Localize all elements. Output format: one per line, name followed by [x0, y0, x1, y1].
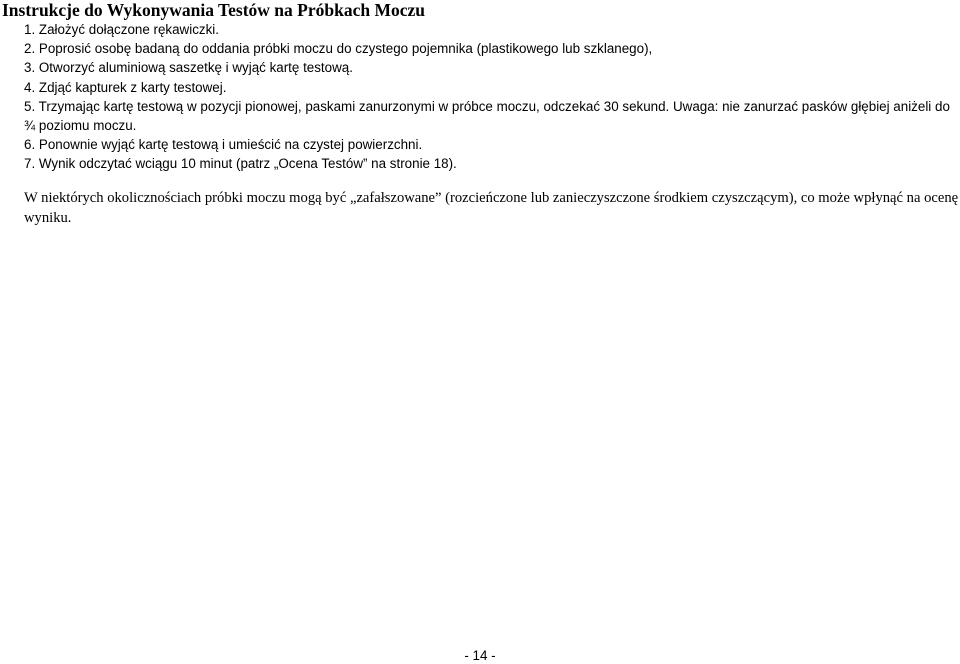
instruction-step-2: 2. Poprosić osobę badaną do oddania próbki moczu do czystego pojemnika (plastikowego lub szklanego), — [24, 41, 653, 57]
adulteration-note: W niektórych okolicznościach próbki moczu mogą być „zafałszowane” (rozcieńczone lub zanieczyszczone środkiem czyszczącym), co może wpłynąć na ocenę wyniku. — [24, 190, 959, 226]
instruction-step-7: 7. Wynik odczytać wciągu 10 minut (patrz „Ocena Testów” na stronie 18). — [24, 156, 457, 172]
document-title: Instrukcje do Wykonywania Testów na Próbkach Moczu — [2, 0, 425, 20]
instruction-step-1: 1. Założyć dołączone rękawiczki. — [24, 22, 219, 37]
page-number: - 14 - — [464, 648, 496, 663]
instruction-step-4: 4. Zdjąć kapturek z karty testowej. — [24, 79, 227, 95]
instruction-step-6: 6. Ponownie wyjąć kartę testową i umieścić na czystej powierzchni. — [24, 137, 423, 153]
instruction-step-5: 5. Trzymając kartę testową w pozycji pionowej, paskami zanurzonymi w próbce moczu, odczekać 30 sekund. Uwaga: nie zanurzać pasków głębiej aniżeli do ¾ poziomu moczu. — [24, 98, 950, 134]
instruction-steps — [24, 20, 960, 174]
instruction-step-3: 3. Otworzyć aluminiową saszetkę i wyjąć kartę testową. — [24, 60, 353, 76]
